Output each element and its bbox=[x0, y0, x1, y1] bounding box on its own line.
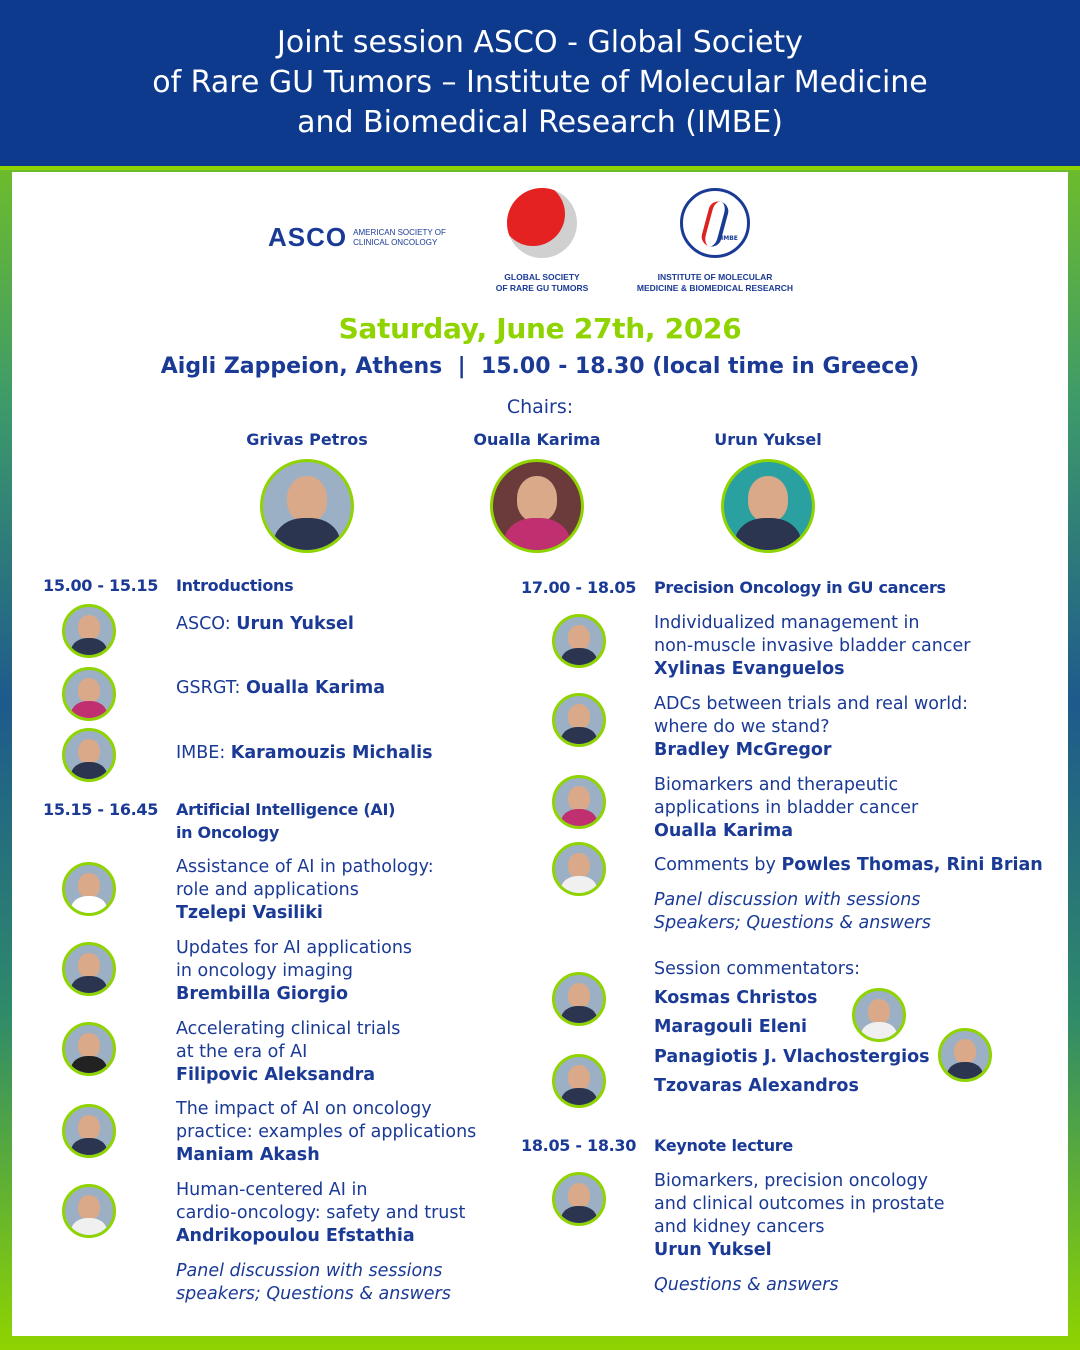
talk-title-line-1: Updates for AI applications bbox=[176, 938, 413, 958]
commentator-name: Maragouli Eleni bbox=[654, 1017, 808, 1037]
intro-speaker: Karamouzis Michalis bbox=[230, 743, 433, 763]
intro-speaker: Urun Yuksel bbox=[236, 614, 354, 634]
comments-item bbox=[654, 854, 1043, 877]
questions-answers-note: Questions & answers bbox=[654, 1275, 839, 1295]
keynote-speaker: Urun Yuksel bbox=[654, 1240, 772, 1260]
header-banner bbox=[0, 0, 1080, 170]
talk-speaker: Filipovic Aleksandra bbox=[176, 1065, 376, 1085]
imbe-caption-line-1: INSTITUTE OF MOLECULAR bbox=[657, 272, 773, 282]
chair-1 bbox=[207, 430, 407, 553]
talk-speaker: Xylinas Evanguelos bbox=[654, 659, 845, 679]
speaker-avatar bbox=[552, 972, 606, 1026]
comments-prefix: Comments by bbox=[654, 855, 782, 875]
talk-item bbox=[654, 612, 970, 681]
talk-title-line-1: Individualized management in bbox=[654, 613, 920, 633]
session-time: 15.00 - 15.15 bbox=[43, 576, 159, 595]
header-title-line-1: Joint session ASCO - Global Society bbox=[277, 25, 803, 60]
talk-item bbox=[176, 1179, 465, 1248]
speaker-avatar bbox=[62, 604, 116, 658]
gsrgt-caption-line-2: OF RARE GU TUMORS bbox=[495, 283, 589, 293]
talk-speaker: Andrikopoulou Efstathia bbox=[176, 1226, 415, 1246]
speaker-avatar bbox=[552, 693, 606, 747]
talk-title-line-2: in oncology imaging bbox=[176, 961, 354, 981]
speaker-avatar bbox=[552, 842, 606, 896]
speaker-avatar bbox=[552, 1172, 606, 1226]
header-title-line-3: and Biomedical Research (IMBE) bbox=[297, 105, 783, 140]
panel-discussion-note bbox=[176, 1260, 451, 1306]
speaker-avatar bbox=[62, 728, 116, 782]
chair-photo-avatar bbox=[260, 459, 354, 553]
session-title: Introductions bbox=[176, 576, 294, 595]
talk-speaker: Brembilla Giorgio bbox=[176, 984, 349, 1004]
speaker-avatar bbox=[938, 1028, 992, 1082]
chair-photo-avatar bbox=[721, 459, 815, 553]
session-title bbox=[176, 798, 395, 844]
talk-item bbox=[176, 1098, 476, 1167]
commentators-title: Session commentators: bbox=[654, 959, 860, 979]
talk-item bbox=[176, 1018, 400, 1087]
commentator-name: Tzovaras Alexandros bbox=[654, 1076, 859, 1096]
commentator-name: Panagiotis J. Vlachostergios bbox=[654, 1047, 930, 1067]
chair-3 bbox=[668, 430, 868, 553]
panel-discussion-line-1: Panel discussion with sessions bbox=[176, 1261, 443, 1281]
speaker-avatar bbox=[852, 988, 906, 1042]
speaker-avatar bbox=[552, 775, 606, 829]
talk-item bbox=[176, 856, 434, 925]
talk-speaker: Maniam Akash bbox=[176, 1145, 320, 1165]
gsrgt-logo bbox=[482, 188, 602, 294]
asco-logo-word: ASCO bbox=[268, 222, 348, 252]
talk-title-line-1: Human-centered AI in bbox=[176, 1180, 368, 1200]
imbe-caption-line-2: MEDICINE & BIOMEDICAL RESEARCH bbox=[636, 283, 794, 293]
session-title-line-2: in Oncology bbox=[176, 823, 279, 842]
intro-item bbox=[176, 613, 354, 636]
chairs-title: Chairs: bbox=[506, 396, 574, 418]
comments-speakers: Powles Thomas, Rini Brian bbox=[781, 855, 1043, 875]
talk-title-line-2: where do we stand? bbox=[654, 717, 830, 737]
talk-title-line-1: ADCs between trials and real world: bbox=[654, 694, 969, 714]
talk-item bbox=[176, 937, 412, 1006]
imbe-dna-icon bbox=[680, 188, 750, 258]
intro-item bbox=[176, 677, 385, 700]
event-date: Saturday, June 27th, 2026 bbox=[338, 312, 742, 345]
speaker-avatar bbox=[552, 1054, 606, 1108]
session-time: 17.00 - 18.05 bbox=[521, 578, 637, 597]
talk-item bbox=[654, 774, 918, 843]
panel-discussion-note bbox=[654, 889, 931, 935]
chair-name: Grivas Petros bbox=[246, 430, 368, 449]
imbe-logo-tag: IMBE bbox=[721, 235, 738, 242]
talk-speaker: Tzelepi Vasiliki bbox=[176, 903, 323, 923]
chair-photo-avatar bbox=[490, 459, 584, 553]
intro-item bbox=[176, 742, 432, 765]
talk-title-line-2: non-muscle invasive bladder cancer bbox=[654, 636, 971, 656]
gsrgt-caption-line-1: GLOBAL SOCIETY bbox=[504, 272, 580, 282]
session-title-line-1: Artificial Intelligence (AI) bbox=[176, 800, 396, 819]
talk-title-line-1: Accelerating clinical trials bbox=[176, 1019, 401, 1039]
speaker-avatar bbox=[62, 862, 116, 916]
talk-speaker: Oualla Karima bbox=[654, 821, 794, 841]
speaker-avatar bbox=[62, 667, 116, 721]
panel-discussion-line-2: speakers; Questions & answers bbox=[176, 1284, 451, 1304]
gsrgt-disc-icon bbox=[507, 188, 577, 258]
keynote-item bbox=[654, 1170, 945, 1262]
logo-row bbox=[12, 182, 1068, 312]
session-title: Precision Oncology in GU cancers bbox=[654, 578, 946, 597]
asco-logo bbox=[268, 222, 453, 253]
talk-item bbox=[654, 693, 968, 762]
talk-title-line-2: practice: examples of applications bbox=[176, 1122, 477, 1142]
talk-title-line-2: cardio-oncology: safety and trust bbox=[176, 1203, 466, 1223]
talk-title-line-2: applications in bladder cancer bbox=[654, 798, 919, 818]
panel-discussion-line-1: Panel discussion with sessions bbox=[654, 890, 921, 910]
speaker-avatar bbox=[62, 1184, 116, 1238]
talk-speaker: Bradley McGregor bbox=[654, 740, 832, 760]
talk-title-line-1: Biomarkers and therapeutic bbox=[654, 775, 899, 795]
chair-name: Urun Yuksel bbox=[714, 430, 822, 449]
event-venue: Aigli Zappeion, Athens | 15.00 - 18.30 (local time in Greece) bbox=[160, 354, 920, 379]
commentator-name: Kosmas Christos bbox=[654, 988, 818, 1008]
talk-title-line-1: The impact of AI on oncology bbox=[176, 1099, 432, 1119]
imbe-caption bbox=[630, 272, 800, 294]
header-title-line-2: of Rare GU Tumors – Institute of Molecular Medicine bbox=[152, 65, 928, 100]
speaker-avatar bbox=[62, 1022, 116, 1076]
asco-logo-subtitle: AMERICAN SOCIETY OF CLINICAL ONCOLOGY bbox=[353, 227, 446, 247]
imbe-logo bbox=[630, 188, 800, 294]
panel-discussion-line-2: Speakers; Questions & answers bbox=[654, 913, 931, 933]
speaker-avatar bbox=[62, 942, 116, 996]
content-panel bbox=[12, 172, 1068, 1336]
intro-org: IMBE: bbox=[176, 743, 231, 763]
chair-name: Oualla Karima bbox=[473, 430, 601, 449]
gsrgt-caption bbox=[482, 272, 602, 294]
intro-org: GSRGT: bbox=[176, 678, 246, 698]
keynote-title-line-2: and clinical outcomes in prostate bbox=[654, 1194, 945, 1214]
talk-title-line-2: role and applications bbox=[176, 880, 359, 900]
session-title: Keynote lecture bbox=[654, 1136, 793, 1155]
intro-speaker: Oualla Karima bbox=[246, 678, 386, 698]
intro-org: ASCO: bbox=[176, 614, 237, 634]
speaker-avatar bbox=[552, 614, 606, 668]
session-time: 15.15 - 16.45 bbox=[43, 800, 159, 819]
speaker-avatar bbox=[62, 1104, 116, 1158]
talk-title-line-1: Assistance of AI in pathology: bbox=[176, 857, 434, 877]
session-time: 18.05 - 18.30 bbox=[521, 1136, 637, 1155]
keynote-title-line-1: Biomarkers, precision oncology bbox=[654, 1171, 928, 1191]
chair-2 bbox=[437, 430, 637, 553]
keynote-title-line-3: and kidney cancers bbox=[654, 1217, 825, 1237]
talk-title-line-2: at the era of AI bbox=[176, 1042, 308, 1062]
